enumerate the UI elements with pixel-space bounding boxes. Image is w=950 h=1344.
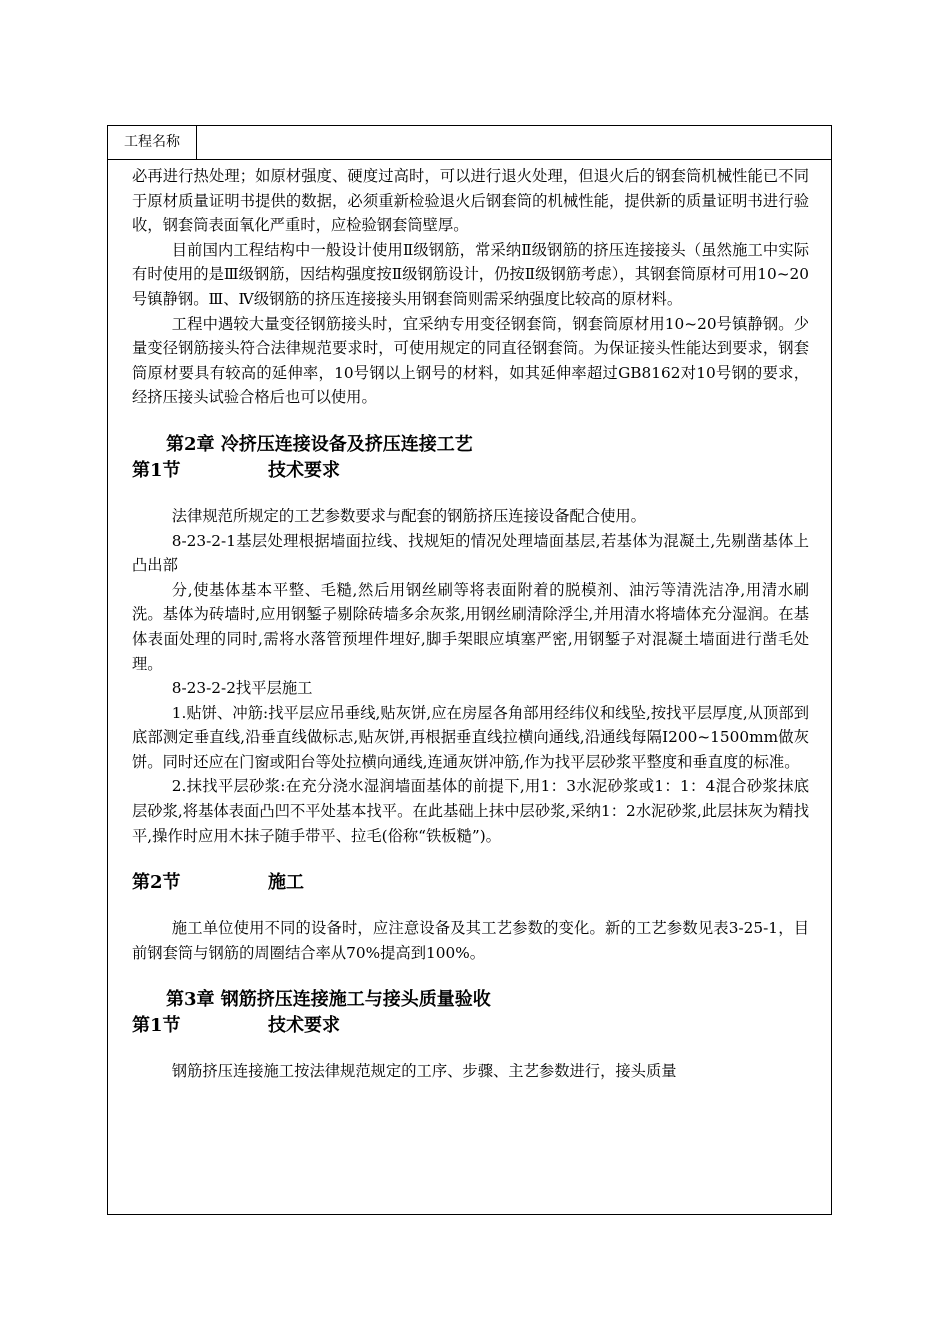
paragraph: 施工单位使用不同的设备时，应注意设备及其工艺参数的变化。新的工艺参数见表3-25-1，目前钢套筒与钢筋的周圈结合率从70%提高到100%。 (132, 919, 809, 962)
section-title: 技术要求 (268, 459, 340, 481)
header-row (108, 126, 831, 160)
paragraph: 法律规范所规定的工艺参数要求与配套的钢筋挤压连接设备配合使用。 (171, 506, 646, 525)
section-title: 施工 (268, 872, 304, 894)
section-title: 技术要求 (268, 1015, 340, 1037)
paragraph: 工程中遇较大量变径钢筋接头时，宜采纳专用变径钢套筒，钢套筒原材用10~20号镇静钢。少量变径钢筋接头符合法律规范要求时，可使用规定的同直径钢套筒。为保证接头性能达到要求，钢套筒原材要具有较高的延伸率，10号钢以上钢号的材料，如其延伸率超过GB8162对10号钢的要求，经挤压接头试验合格后也可以使用。 (132, 314, 809, 407)
chapter-2-section-1-heading (132, 458, 809, 484)
section-number: 第1节 (132, 459, 181, 481)
document-table (107, 125, 832, 1215)
paragraph: 分,使基体基本平整、毛糙,然后用钢丝刷等将表面附着的脱模剂、油污等清洗洁净,用清水刷洗。基体为砖墙时,应用钢錾子剔除砖墙多余灰浆,用钢丝刷清除浮尘,并用清水将墙体充分湿润。在基体表面处理的同时,需将水落管预埋件埋好,脚手架眼应填塞严密,用钢錾子对混凝土墙面进行凿毛处理。 (132, 580, 809, 673)
paragraph: 必再进行热处理；如原材强度、硬度过高时，可以进行退火处理，但退火后的钢套筒机械性能已不同于原材质量证明书提供的数据，必须重新检验退火后钢套筒的机械性能，提供新的质量证明书进行验收，钢套筒表面氧化严重时，应检验钢套筒壁厚。 (132, 167, 809, 235)
paragraph: 2.抹找平层砂浆:在充分浇水湿润墙面基体的前提下,用1：3水泥砂浆或1：1：4混合砂浆抹底层砂浆,将基体表面凸凹不平处基本找平。在此基础上抹中层砂浆,采纳1：2水泥砂浆,此层抹灰为精找平,操作时应用木抹子随手带平、拉毛(俗称“铁板糙”)。 (132, 777, 809, 845)
paragraph: 目前国内工程结构中一般设计使用Ⅱ级钢筋，常采纳Ⅱ级钢筋的挤压连接接头（虽然施工中实际有时使用的是Ⅲ级钢筋，因结构强度按Ⅱ级钢筋设计，仍按Ⅱ级钢筋考虑），其钢套筒原材可用10~20号镇静钢。Ⅲ、Ⅳ级钢筋的挤压连接接头用钢套筒则需采纳强度比较高的原材料。 (132, 240, 809, 308)
paragraph: 1.贴饼、冲筋:找平层应吊垂线,贴灰饼,应在房屋各角部用经纬仪和线坠,按找平层厚度,从顶部到底部测定垂直线,沿垂直线做标志,贴灰饼,再根据垂直线拉横向通线,沿通线每隔I200~1500mm做灰饼。同时还应在门窗或阳台等处拉横向通线,连通灰饼冲筋,作为找平层砂浆平整度和垂直度的标准。 (132, 703, 809, 771)
paragraph: 钢筋挤压连接施工按法律规范规定的工序、步骤、主艺参数进行，接头质量 (171, 1062, 677, 1081)
paragraph: 8-23-2-1基层处理根据墙面拉线、找规矩的情况处理墙面基层,若基体为混凝土,先剔凿基体上凸出部 (132, 531, 809, 575)
document-body (108, 160, 831, 1084)
project-name-label: 工程名称 (108, 126, 197, 159)
chapter-3-section-1-heading (132, 1013, 809, 1039)
section-number: 第1节 (132, 1015, 181, 1037)
section-number: 第2节 (132, 872, 181, 894)
chapter-2-section-2-heading (132, 870, 809, 896)
chapter-3-heading: 第3章 钢筋挤压连接施工与接头质量验收 (166, 989, 491, 1011)
chapter-2-heading: 第2章 冷挤压连接设备及挤压连接工艺 (166, 433, 473, 455)
paragraph: 8-23-2-2找平层施工 (171, 679, 313, 698)
project-name-value (197, 126, 831, 159)
